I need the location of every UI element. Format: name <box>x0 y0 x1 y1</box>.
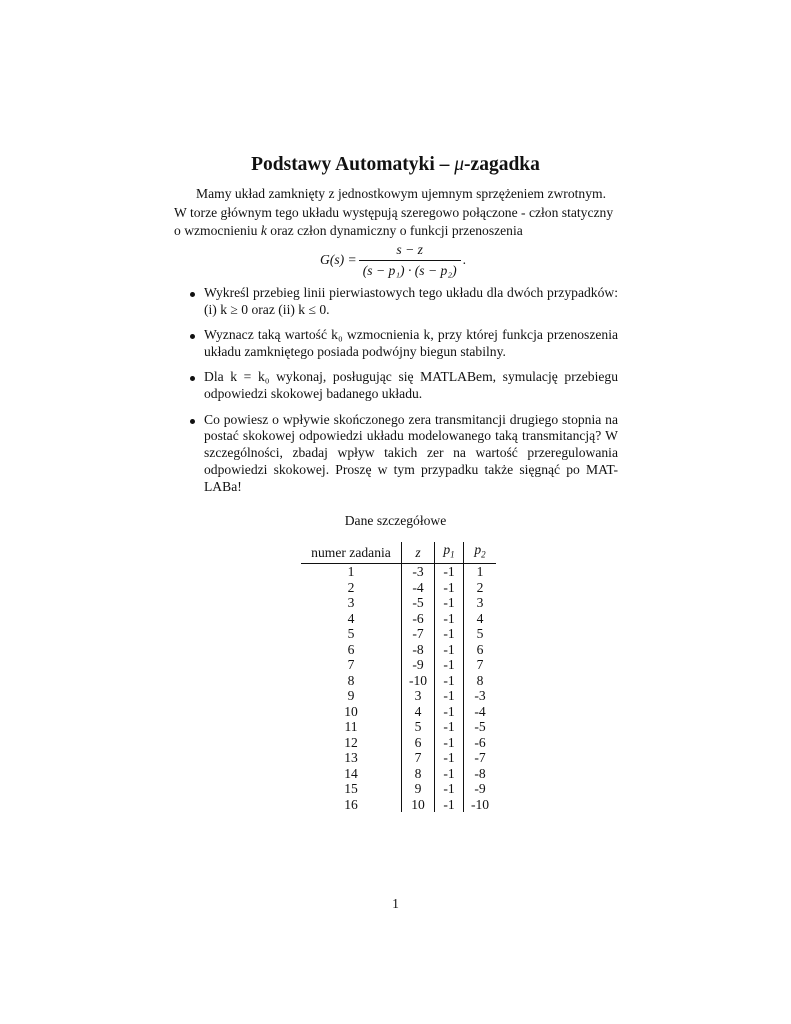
intro-line-3b: oraz człon dynamiczny o funkcji przenoszenia <box>266 223 523 238</box>
cell-task-number: 12 <box>344 734 358 750</box>
header-z-label: z <box>415 544 421 560</box>
formula-denominator: (s − p₁) · (s − p₂) <box>359 260 461 279</box>
cell-task-number: 16 <box>344 796 358 812</box>
bullet-icon <box>190 292 195 297</box>
bullet-icon <box>190 334 195 339</box>
cell-task-number: 6 <box>347 641 355 657</box>
table-row <box>301 766 496 782</box>
cell-task-number: 8 <box>347 672 355 688</box>
task-text-cont: odpowiedzi skokowej badanego układu. <box>204 386 423 402</box>
table-row <box>301 719 496 735</box>
cell-task-number: 5 <box>347 626 355 642</box>
cell-p2: 2 <box>464 580 497 596</box>
table-row <box>301 688 496 704</box>
cell-z: -8 <box>402 642 435 658</box>
header-task-number-label: numer zadania <box>311 544 391 560</box>
header-z <box>402 542 435 564</box>
cell-task-number: 13 <box>344 750 358 766</box>
task-item <box>187 412 618 496</box>
cell-z: 10 <box>402 797 435 813</box>
table-row <box>301 595 496 611</box>
formula-numerator: s − z <box>396 241 423 257</box>
cell-z: 4 <box>402 704 435 720</box>
cell-z: -10 <box>402 673 435 689</box>
cell-task-number: 7 <box>347 657 355 673</box>
cell-p2: 7 <box>464 657 497 673</box>
table-row <box>301 626 496 642</box>
task-text: Wyznacz taką wartość k₀ wzmocnienia k, przy której funkcja przenoszenia <box>204 327 618 343</box>
table-row <box>301 781 496 797</box>
task-text: Dla k = k₀ wykonaj, posługując się MATLABem, symulację przebiegu <box>204 369 618 385</box>
intro-line-3 <box>174 222 618 241</box>
formula-fraction <box>359 242 461 279</box>
cell-z: -5 <box>402 595 435 611</box>
task-item <box>187 285 618 319</box>
cell-p2: -7 <box>464 750 497 766</box>
intro-line-3a: o wzmocnieniu <box>174 223 261 238</box>
table-caption: Dane szczegółowe <box>344 513 447 528</box>
bullet-icon <box>190 419 195 424</box>
cell-p2: 1 <box>464 564 497 580</box>
cell-p1: -1 <box>435 626 464 642</box>
cell-p1: -1 <box>435 657 464 673</box>
cell-p1: -1 <box>435 766 464 782</box>
transfer-function-formula <box>320 240 466 280</box>
cell-p2: 6 <box>464 642 497 658</box>
cell-task-number: 11 <box>344 719 358 735</box>
cell-p1: -1 <box>435 580 464 596</box>
intro-line-2: W torze głównym tego układu występują szeregowo połączone - człon statyczny <box>174 204 614 220</box>
table-row <box>301 704 496 720</box>
cell-p2: 8 <box>464 673 497 689</box>
data-table <box>301 542 496 812</box>
cell-p2: -6 <box>464 735 497 751</box>
header-p1 <box>435 542 464 564</box>
table-row <box>301 797 496 813</box>
cell-p2: 4 <box>464 611 497 627</box>
table-row <box>301 580 496 596</box>
cell-p1: -1 <box>435 564 464 580</box>
cell-p2: -9 <box>464 781 497 797</box>
cell-p1: -1 <box>435 704 464 720</box>
cell-p2: -3 <box>464 688 497 704</box>
table-row <box>301 735 496 751</box>
intro-k-symbol: k <box>260 223 267 238</box>
task-text-cont: układu zamkniętego posiada podwójny biegun stabilny. <box>204 343 506 359</box>
cell-p1: -1 <box>435 611 464 627</box>
cell-p2: -10 <box>464 797 497 813</box>
cell-z: 9 <box>402 781 435 797</box>
cell-z: 7 <box>402 750 435 766</box>
intro-line-1: Mamy układ zamknięty z jednostkowym ujemnym sprzężeniem zwrotnym. <box>196 186 606 201</box>
cell-z: 3 <box>402 688 435 704</box>
cell-p1: -1 <box>435 673 464 689</box>
cell-z: -4 <box>402 580 435 596</box>
cell-z: -7 <box>402 626 435 642</box>
table-row <box>301 657 496 673</box>
task-text: Co powiesz o wpływie skończonego zera transmitancji drugiego stopnia na postać skokowej odpowiedzi układu modelowanego taką transmitancją? W szczególności, zbadaj wpływ takich zer na wartość przeregulowania odpowiedzi skokowej. Proszę w tym przypadku także sięgnąć po MAT-LABa! <box>204 411 618 494</box>
cell-task-number: 10 <box>344 703 358 719</box>
cell-task-number: 4 <box>347 610 355 626</box>
cell-p2: -4 <box>464 704 497 720</box>
header-p2-label: p <box>474 542 482 557</box>
cell-p1: -1 <box>435 595 464 611</box>
cell-p1: -1 <box>435 750 464 766</box>
header-p1-label: p <box>443 542 451 557</box>
cell-p1: -1 <box>435 735 464 751</box>
header-p1-sub: 1 <box>450 549 455 560</box>
cell-p1: -1 <box>435 719 464 735</box>
cell-p2: 5 <box>464 626 497 642</box>
table-row <box>301 611 496 627</box>
table-row <box>301 673 496 689</box>
table-row <box>301 642 496 658</box>
cell-task-number: 2 <box>347 579 355 595</box>
cell-p1: -1 <box>435 688 464 704</box>
task-list <box>187 285 618 504</box>
page-number: 1 <box>392 896 399 911</box>
formula-lhs: G(s) = <box>320 252 357 267</box>
header-p2 <box>464 542 497 564</box>
page-title <box>0 154 791 176</box>
cell-z: -3 <box>402 564 435 580</box>
cell-task-number: 1 <box>347 564 355 580</box>
table-header-row <box>301 542 496 564</box>
cell-task-number: 3 <box>347 595 355 611</box>
cell-z: -9 <box>402 657 435 673</box>
cell-p2: -5 <box>464 719 497 735</box>
cell-task-number: 15 <box>344 781 358 797</box>
bullet-icon <box>190 376 195 381</box>
header-task-number <box>301 542 402 564</box>
task-item <box>187 369 618 403</box>
cell-task-number: 9 <box>347 688 355 704</box>
cell-p2: 3 <box>464 595 497 611</box>
table-row <box>301 750 496 766</box>
cell-task-number: 14 <box>344 765 358 781</box>
cell-z: -6 <box>402 611 435 627</box>
cell-p1: -1 <box>435 642 464 658</box>
task-item <box>187 327 618 361</box>
cell-p1: -1 <box>435 781 464 797</box>
cell-p1: -1 <box>435 797 464 813</box>
header-p2-sub: 2 <box>481 549 486 560</box>
table-body <box>301 564 496 813</box>
cell-p2: -8 <box>464 766 497 782</box>
table-row <box>301 564 496 580</box>
cell-z: 6 <box>402 735 435 751</box>
cell-z: 8 <box>402 766 435 782</box>
title-mu-symbol: μ <box>454 154 465 175</box>
title-suffix: -zagadka <box>464 154 540 175</box>
cell-z: 5 <box>402 719 435 735</box>
title-text: Podstawy Automatyki – <box>251 154 455 175</box>
task-text-cont: (i) k ≥ 0 oraz (ii) k ≤ 0. <box>204 301 330 317</box>
formula-end: . <box>462 252 467 267</box>
task-text: Wykreśl przebieg linii pierwiastowych tego układu dla dwóch przypadków: <box>204 285 618 300</box>
intro-paragraph <box>174 185 618 241</box>
